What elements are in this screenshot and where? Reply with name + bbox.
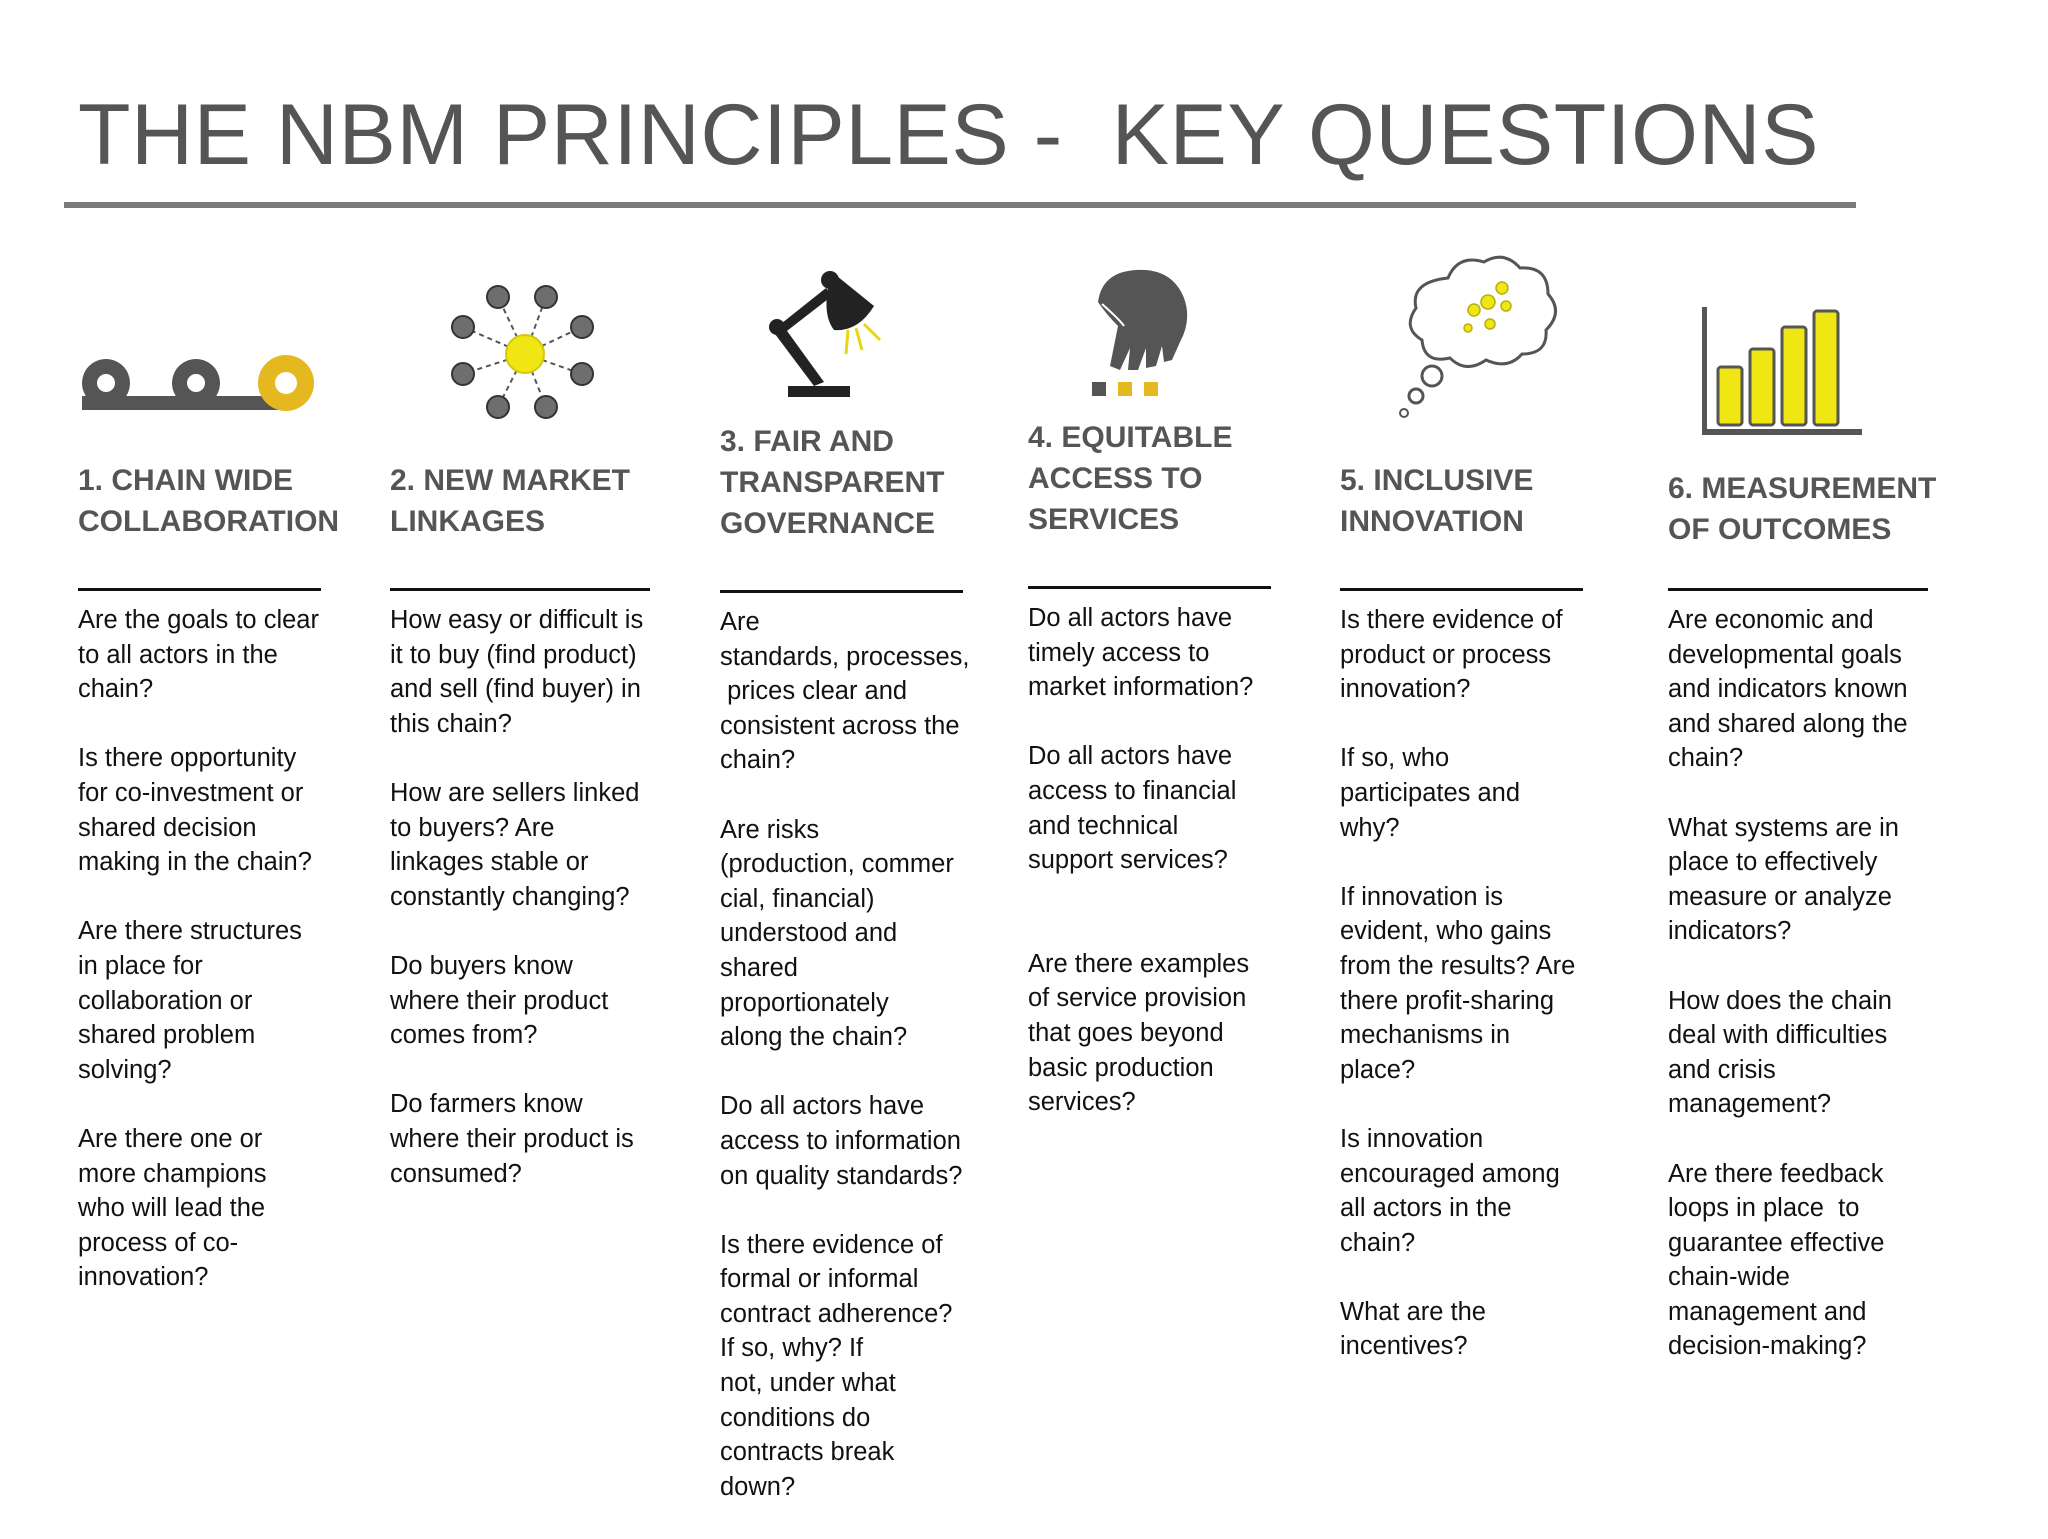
principle-4-rule bbox=[1028, 586, 1271, 589]
desk-lamp-icon bbox=[748, 262, 898, 407]
principle-3-heading: 3. FAIR AND TRANSPARENT GOVERNANCE bbox=[720, 425, 945, 540]
principle-5-heading: 5. INCLUSIVE INNOVATION bbox=[1340, 464, 1534, 538]
question-block: How easy or difficult is it to buy (find product) and sell (find buyer) in this chain? bbox=[390, 606, 644, 738]
thought-bubble-icon bbox=[1388, 248, 1563, 428]
principle-6-rule bbox=[1668, 588, 1928, 591]
page-title: THE NBM PRINCIPLES - KEY QUESTIONS bbox=[78, 87, 1820, 183]
question-block: Do all actors have timely access to market information? bbox=[1028, 604, 1254, 702]
question-block: Do all actors have access to information on quality standards? bbox=[720, 1092, 963, 1190]
question-block: Is there opportunity for co-investment or shared decision making in the chain? bbox=[78, 744, 312, 877]
principle-5-questions bbox=[1340, 603, 1640, 1399]
question-block: Do buyers know where their product comes from? bbox=[390, 951, 609, 1050]
principle-3-questions bbox=[720, 605, 1020, 1539]
hand-pointing-icon bbox=[1080, 262, 1200, 402]
principle-3-rule bbox=[720, 590, 963, 593]
question-block: How does the chain deal with difficulties and crisis management? bbox=[1668, 986, 1892, 1119]
question-block: Are risks (production, commer cial, financial) understood and shared proportionately along the chain? bbox=[720, 815, 954, 1052]
principle-6-questions bbox=[1668, 603, 1968, 1399]
principle-1-questions bbox=[78, 603, 378, 1329]
question-block: Are standards, processes, prices clear and consistent across the chain? bbox=[720, 608, 970, 775]
principle-4-questions bbox=[1028, 601, 1328, 1154]
principle-2-rule bbox=[390, 588, 650, 591]
question-block: Do farmers know where their product is consumed? bbox=[390, 1090, 634, 1188]
question-block: If so, who participates and why? bbox=[1340, 744, 1521, 842]
principle-1-rule bbox=[78, 588, 321, 591]
network-hub-icon bbox=[445, 280, 605, 430]
question-block: Are there one or more champions who will lead the process of co- innovation? bbox=[78, 1124, 267, 1292]
question-block: Is there evidence of formal or informal contract adherence? If so, why? If not, under what conditions do contracts break down? bbox=[720, 1230, 953, 1501]
question-block: What systems are in place to effectively measure or analyze indicators? bbox=[1668, 813, 1899, 946]
question-block: Are the goals to clear to all actors in the chain? bbox=[78, 606, 319, 704]
title-divider bbox=[64, 202, 1856, 208]
question-block: Is there evidence of product or process innovation? bbox=[1340, 606, 1563, 704]
question-block: Are there structures in place for collaboration or shared problem solving? bbox=[78, 917, 302, 1084]
principle-4-heading: 4. EQUITABLE ACCESS TO SERVICES bbox=[1028, 421, 1233, 536]
question-block: Do all actors have access to financial and technical support services? bbox=[1028, 742, 1237, 875]
question-block: Is innovation encouraged among all actors in the chain? bbox=[1340, 1124, 1560, 1257]
question-block: What are the incentives? bbox=[1340, 1297, 1486, 1361]
principle-6-heading: 6. MEASUREMENT OF OUTCOMES bbox=[1668, 472, 1937, 546]
question-block: Are there feedback loops in place to guarantee effective chain-wide management and decision-making? bbox=[1668, 1159, 1885, 1361]
principle-2-questions bbox=[390, 603, 690, 1226]
principle-5-rule bbox=[1340, 588, 1583, 591]
principle-1-heading: 1. CHAIN WIDE COLLABORATION bbox=[78, 464, 340, 538]
chain-links-icon bbox=[78, 350, 318, 420]
bar-chart-icon bbox=[1700, 305, 1865, 440]
principle-2-heading: 2. NEW MARKET LINKAGES bbox=[390, 464, 630, 538]
question-block: Are there examples of service provision that goes beyond basic production services? bbox=[1028, 949, 1250, 1117]
question-block: Are economic and developmental goals and indicators known and shared along the chain? bbox=[1668, 606, 1908, 773]
question-block: How are sellers linked to buyers? Are linkages stable or constantly changing? bbox=[390, 778, 640, 911]
question-block: If innovation is evident, who gains from the results? Are there profit-sharing mechanisms in place? bbox=[1340, 882, 1576, 1084]
